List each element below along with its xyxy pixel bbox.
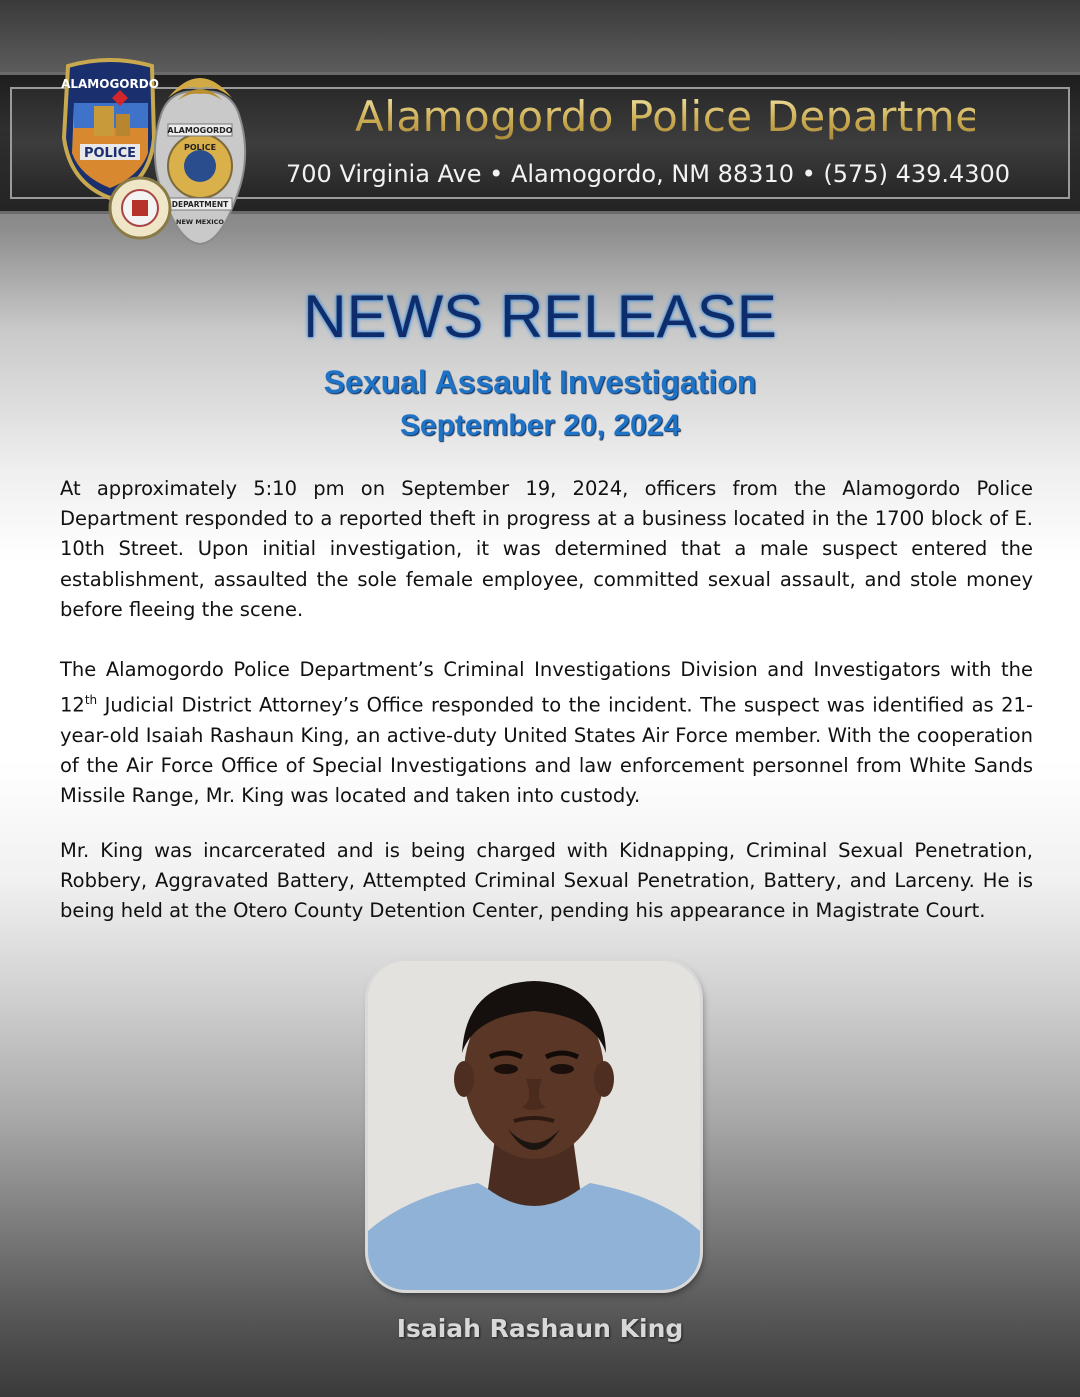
department-name: Alamogordo Police Department [355, 92, 1026, 141]
suspect-portrait-icon [368, 961, 700, 1290]
paragraph-investigation-part1: The Alamogordo Police Department’s Criminal Investigations Division and Investigators with the 12 [60, 658, 1033, 717]
photo-caption: Isaiah Rashaun King [396, 1314, 684, 1343]
release-subject: Sexual Assault Investigation [323, 364, 757, 400]
badge-right-city-text: ALAMOGORDO [167, 126, 233, 135]
badge-icon [50, 58, 265, 253]
police-badges-logo [50, 58, 265, 253]
department-address: 700 Virginia Ave • Alamogordo, NM 88310 • (575) 439.4300 [286, 160, 1011, 188]
badge-right-police-text: POLICE [183, 143, 217, 152]
news-release-title: NEWS RELEASE [303, 283, 777, 350]
release-date: September 20, 2024 [399, 409, 681, 442]
badge-left-police-text: POLICE [83, 146, 137, 161]
paragraph-investigation-part2: Judicial District Attorney’s Office responded to the incident. The suspect was identified as 21-year-old Isaiah Rashaun King, an active-duty United States Air Force member. With the cooperation of the Air Force Office of Special Investigations and law enforcement personnel from White Sands Missile Range, Mr. King was located and taken into custody. [60, 693, 1033, 808]
suspect-photo [368, 961, 700, 1290]
badge-right-department-text: DEPARTMENT [171, 200, 229, 209]
paragraph-charges: Mr. King was incarcerated and is being charged with Kidnapping, Criminal Sexual Penetration, Robbery, Aggravated Battery, Attempted Criminal Sexual Penetration, Battery, and Larceny. He is being held at the Otero County Detention Center, pending his appearance in Magistrate Court. [60, 839, 1033, 923]
paragraph-incident: At approximately 5:10 pm on September 19, 2024, officers from the Alamogordo Police Department responded to a reported theft in progress at a business located in the 1700 block of E. 10th Street. Upon initial investigation, it was determined that a male suspect entered the establishment, assaulted the sole female employee, committed sexual assault, and stole money before fleeing the scene. [60, 477, 1033, 621]
badge-left-city-text: ALAMOGORDO [61, 77, 159, 91]
badge-right-state-text: NEW MEXICO [176, 218, 224, 226]
ordinal-superscript: th [84, 693, 98, 708]
paragraph-investigation [60, 655, 1033, 812]
